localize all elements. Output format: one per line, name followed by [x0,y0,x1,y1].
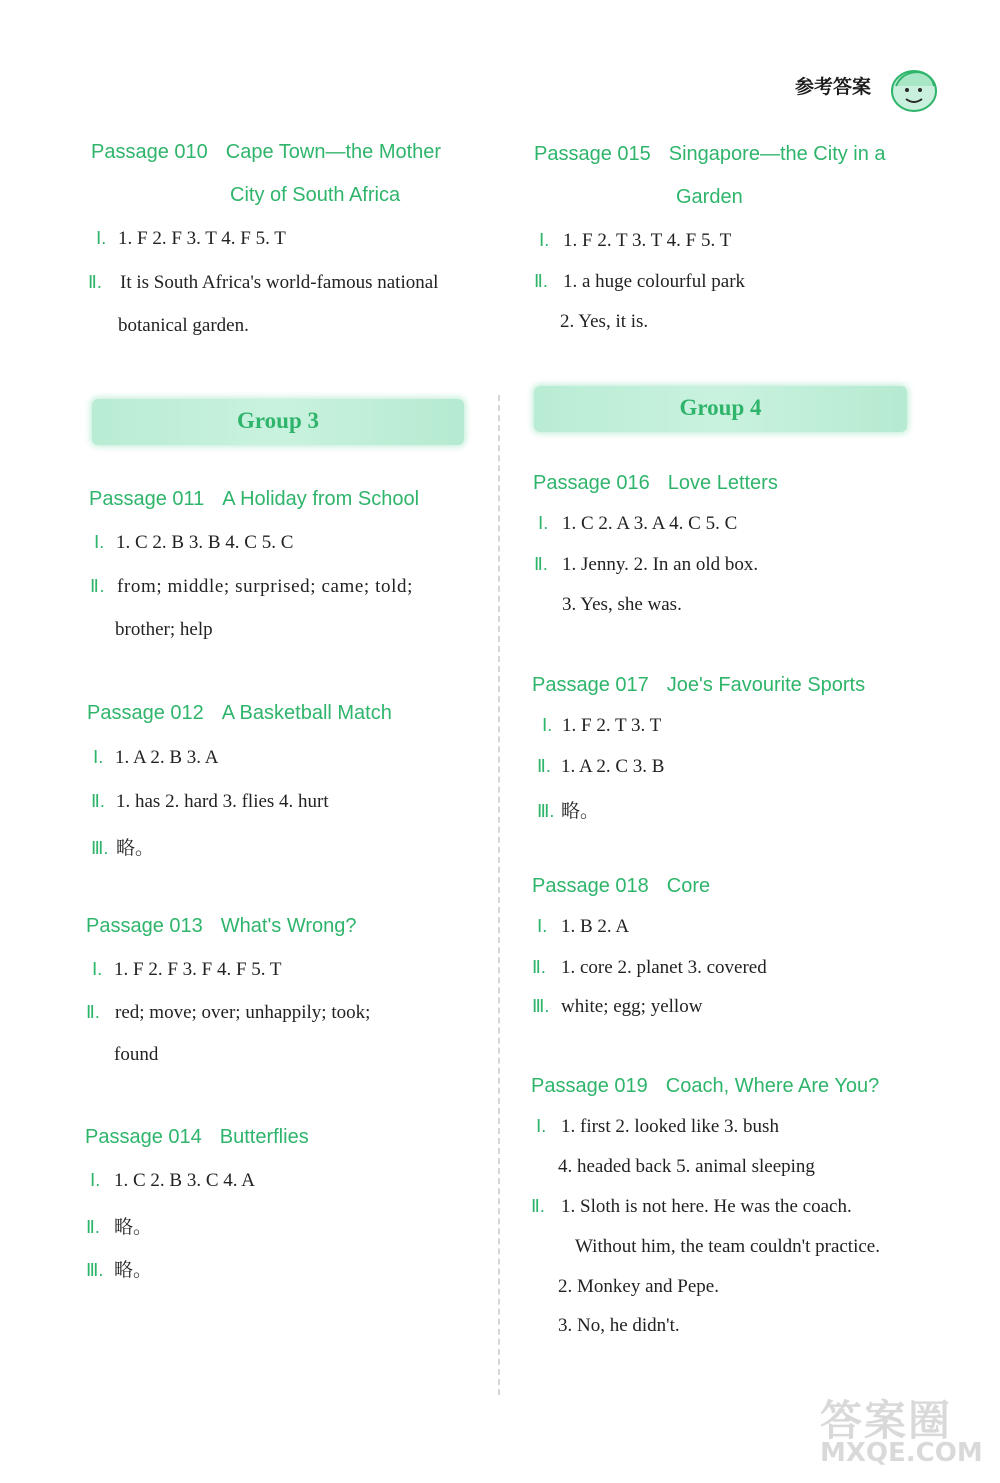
answer-text: 1. F 2. F 3. F 4. F 5. T [114,959,282,980]
passage-name: A Holiday from School [222,488,420,510]
answer-text: 1. F 2. F 3. T 4. F 5. T [118,228,286,249]
passage-019-q2 [531,1196,852,1218]
passage-id: Passage 013 [86,915,203,937]
passage-019-title [531,1075,879,1098]
passage-013-title [86,915,357,938]
answer-text: 1. A 2. B 3. A [115,747,219,768]
passage-name: Love Letters [667,472,778,494]
answer-text: 1. B 2. A [561,916,630,937]
passage-name: Coach, Where Are You? [665,1075,880,1097]
passage-014-title [85,1126,309,1149]
answer-text: 1. C 2. B 3. C 4. A [114,1170,255,1191]
passage-018-q3 [532,996,702,1018]
answer-text: 1. first 2. looked like 3. bush [561,1116,779,1137]
passage-011-title [89,488,419,511]
passage-id: Passage 019 [531,1075,648,1097]
section-number: Ⅱ. [91,791,105,811]
passage-014-q2 [86,1212,152,1239]
answer-text: 1. Sloth is not here. He was the coach. [561,1196,852,1217]
group-4-banner [534,386,907,432]
section-number: Ⅰ. [90,1170,101,1190]
section-number: Ⅲ. [532,996,550,1016]
answer-text: from; middle; surprised; came; told; [117,576,413,597]
passage-018-title [532,875,710,898]
passage-012-q2 [91,791,329,813]
section-number: Ⅰ. [542,715,553,735]
section-number: Ⅱ. [534,271,548,291]
answer-text: 1. C 2. B 3. B 4. C 5. C [116,532,294,553]
passage-015-title [534,143,886,166]
passage-name: What's Wrong? [220,915,357,937]
watermark-cn: 答案圈 [820,1396,953,1445]
answer-text: 略。 [114,1260,153,1281]
column-divider [498,395,500,1395]
answer-text: 1. F 2. T 3. T 4. F 5. T [563,230,732,251]
section-number: Ⅰ. [92,959,103,979]
passage-019-q1-cont: 4. headed back 5. animal sleeping [558,1156,815,1177]
passage-016-q2 [534,554,758,576]
passage-017-q1 [542,715,661,737]
section-number: Ⅱ. [537,756,551,776]
section-number: Ⅰ. [539,230,550,250]
passage-015-q2 [534,271,745,293]
group-4-label: Group 4 [679,395,762,420]
mascot-face-icon [888,66,940,114]
passage-016-q2-cont: 3. Yes, she was. [562,594,682,615]
passage-013-q2 [86,1002,370,1024]
answer-text: 1. has 2. hard 3. flies 4. hurt [116,791,329,812]
passage-018-q1 [537,916,629,938]
section-number: Ⅱ. [86,1217,100,1237]
watermark [820,1388,990,1473]
passage-name: Joe's Favourite Sports [666,674,866,696]
section-number: Ⅰ. [96,228,107,248]
answer-text: 1. C 2. A 3. A 4. C 5. C [562,513,738,534]
passage-name: Cape Town—the Mother [225,141,442,163]
passage-011-q2 [90,576,413,598]
section-number: Ⅰ. [94,532,105,552]
passage-017-q2 [537,756,664,778]
passage-010-q2-cont: botanical garden. [118,315,249,336]
passage-013-q1 [92,959,282,981]
passage-012-q3 [91,833,154,860]
passage-011-q1 [94,532,293,554]
section-number: Ⅱ. [531,1196,545,1216]
answer-text: 略。 [116,838,155,859]
passage-id: Passage 010 [91,141,208,163]
answer-text: 1. a huge colourful park [563,271,746,292]
section-number: Ⅰ. [536,1116,547,1136]
section-number: Ⅲ. [86,1260,104,1280]
section-number: Ⅲ. [91,838,109,858]
passage-019-q1 [536,1116,779,1138]
passage-015-q2-cont: 2. Yes, it is. [560,311,649,332]
section-number: Ⅰ. [93,747,104,767]
group-3-banner [92,399,464,445]
passage-name: Core [666,875,711,897]
passage-010-title-cont: City of South Africa [230,184,401,206]
section-number: Ⅲ. [537,801,555,821]
passage-019-q2-item3: 3. No, he didn't. [558,1315,680,1336]
passage-name: Singapore—the City in a [668,143,886,165]
passage-012-title [87,702,392,725]
section-number: Ⅱ. [88,272,102,292]
passage-017-title [532,674,865,697]
passage-016-q1 [538,513,737,535]
answer-text: 1. F 2. T 3. T [562,715,662,736]
passage-010-title [91,141,441,164]
answer-text: 1. core 2. planet 3. covered [561,957,767,978]
passage-012-q1 [93,747,218,769]
section-number: Ⅰ. [537,916,548,936]
answer-text: 略。 [561,801,600,822]
passage-name: Butterflies [219,1126,309,1148]
section-number: Ⅱ. [90,576,106,596]
passage-010-q2 [88,272,438,294]
answer-text: It is South Africa's world-famous national [120,272,439,293]
passage-014-q3 [86,1255,152,1282]
answer-text: red; move; over; unhappily; took; [115,1002,371,1023]
section-number: Ⅱ. [534,554,548,574]
passage-015-q1 [539,230,731,252]
answer-text: white; egg; yellow [561,996,703,1017]
passage-id: Passage 015 [534,143,651,165]
passage-018-q2 [532,957,767,979]
passage-019-q2-cont: Without him, the team couldn't practice. [575,1236,880,1257]
passage-015-title-cont: Garden [676,186,743,208]
passage-id: Passage 017 [532,674,649,696]
passage-id: Passage 011 [89,488,205,510]
group-3-label: Group 3 [236,408,320,433]
passage-016-title [533,472,778,495]
passage-019-q2-item2: 2. Monkey and Pepe. [558,1276,719,1297]
passage-id: Passage 014 [85,1126,202,1148]
answer-text: 1. Jenny. 2. In an old box. [562,554,759,575]
passage-id: Passage 018 [532,875,649,897]
watermark-en: MXQE.COM [820,1438,983,1468]
section-number: Ⅰ. [538,513,549,533]
passage-id: Passage 016 [533,472,650,494]
passage-013-q2-cont: found [114,1044,159,1065]
section-number: Ⅱ. [86,1002,100,1022]
passage-id: Passage 012 [87,702,204,724]
passage-011-q2-cont: brother; help [115,619,213,640]
answer-text: 略。 [114,1217,153,1238]
passage-014-q1 [90,1170,255,1192]
page-header-title: 参考答案 [795,76,872,98]
passage-010-q1 [96,228,286,250]
passage-017-q3 [537,796,599,823]
section-number: Ⅱ. [532,957,546,977]
answer-text: 1. A 2. C 3. B [561,756,665,777]
passage-name: A Basketball Match [221,702,392,724]
